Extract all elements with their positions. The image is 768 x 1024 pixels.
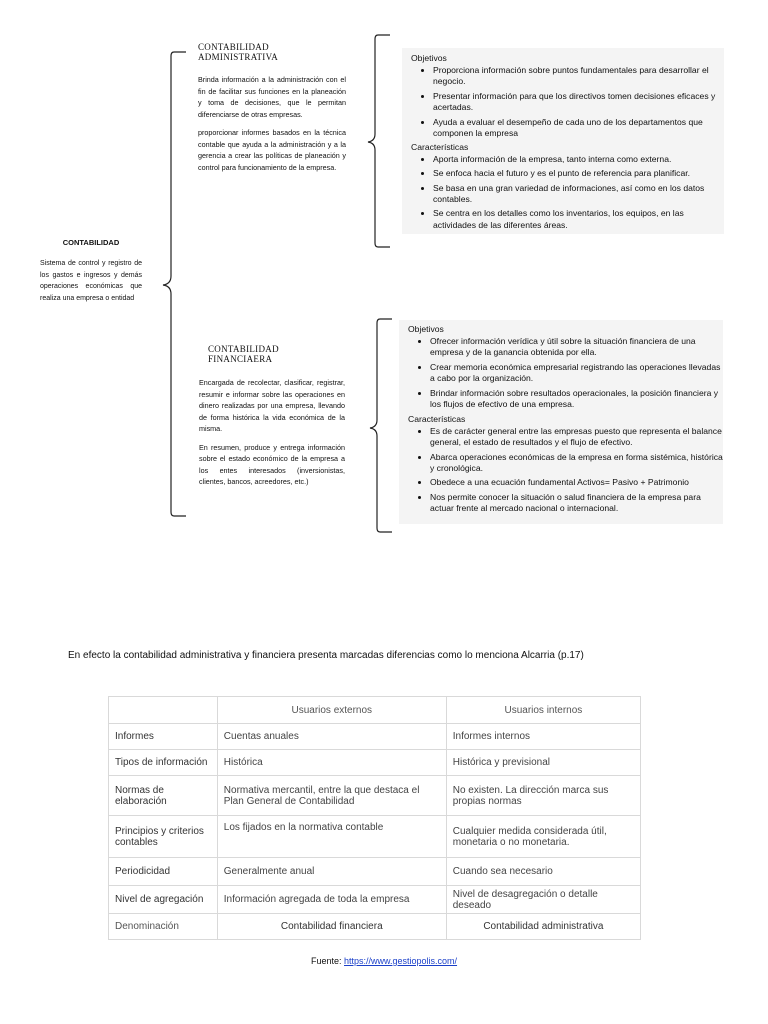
admin-brace <box>368 35 390 247</box>
table-cell: Contabilidad financiera <box>217 914 446 940</box>
table-row <box>109 816 641 858</box>
source-line <box>0 956 768 966</box>
fin-caracteristicas-list <box>408 426 723 515</box>
table-cell: Cualquier medida considerada útil, monetaria o no monetaria. <box>446 816 640 858</box>
admin-caracteristicas-label: Características <box>411 142 469 153</box>
comparison-table <box>108 696 641 940</box>
root-node <box>40 238 142 304</box>
list-item: • Obedece a una ecuación fundamental Activos= Pasivo + Patrimonio <box>430 477 723 489</box>
list-item: • Se basa en una gran variedad de informaciones, así como en los datos contables. <box>433 183 724 206</box>
admin-caracteristicas-list <box>411 154 724 232</box>
fin-paragraph-1: Encargada de recolectar, clasificar, registrar, resumir e informar sobre las operaciones en dinero realizadas por una empresa, llevando de forma histórica la vida económica de la misma. <box>199 378 345 433</box>
fin-brace <box>370 319 392 532</box>
table-cell: No existen. La dirección marca sus propias normas <box>446 776 640 816</box>
table-cell: Información agregada de toda la empresa <box>217 886 446 914</box>
table-cell: Normativa mercantil, entre la que destaca el Plan General de Contabilidad <box>217 776 446 816</box>
table-header-cell: Usuarios internos <box>446 697 640 724</box>
list-item: • Se enfoca hacia el futuro y es el punto de referencia para planificar. <box>433 168 724 180</box>
list-item: • Es de carácter general entre las empresas puesto que representa el balance general, el estado de resultados y el flujo de efectivo. <box>430 426 723 449</box>
admin-paragraph-1: Brinda información a la administración con el fin de facilitar sus funciones en la planeación y toma de decisiones, que le permitan diferenciarse de otras empresas. <box>198 75 346 119</box>
list-item: • Crear memoria económica empresarial registrando las operaciones llevadas a cabo por la organización. <box>430 362 723 385</box>
fin-title: CONTABILIDAD FINANCIAERA <box>208 344 279 364</box>
table-row-label: Nivel de agregación <box>109 886 218 914</box>
table-row <box>109 858 641 886</box>
root-title: CONTABILIDAD <box>62 238 120 247</box>
admin-box <box>198 42 346 173</box>
table-row-label: Principios y criterios contables <box>109 816 218 858</box>
admin-paragraph-2: proporcionar informes basados en la técnica contable que ayuda a la administración y a la gerencia a crear las políticas de planeación y control para funcionamiento de la empresa. <box>198 128 346 172</box>
table-cell: Contabilidad administrativa <box>446 914 640 940</box>
table-row <box>109 776 641 816</box>
table-header-row <box>109 697 641 724</box>
table-row <box>109 914 641 940</box>
list-item: • Brindar información sobre resultados operacionales, la posición financiera y los flujos de efectivo de una empresa. <box>430 388 723 411</box>
table-cell: Cuando sea necesario <box>446 858 640 886</box>
table-row <box>109 724 641 750</box>
table-cell: Cuentas anuales <box>217 724 446 750</box>
admin-objetivos-list <box>411 65 724 140</box>
admin-title: CONTABILIDAD ADMINISTRATIVA <box>198 42 279 62</box>
table-cell: Generalmente anual <box>217 858 446 886</box>
table-row-label: Informes <box>109 724 218 750</box>
list-item: • Proporciona información sobre puntos fundamentales para desarrollar el negocio. <box>433 65 724 88</box>
admin-detail-panel <box>402 48 724 234</box>
table-row-label: Normas de elaboración <box>109 776 218 816</box>
table-row-label: Tipos de información <box>109 750 218 776</box>
list-item: • Presentar información para que los directivos tomen decisiones eficaces y acertadas. <box>433 91 724 114</box>
source-label: Fuente: <box>310 956 342 966</box>
fin-objetivos-list <box>408 336 723 411</box>
list-item: • Ayuda a evaluar el desempeño de cada uno de los departamentos que componen la empresa <box>433 117 724 140</box>
table-header-cell <box>109 697 218 724</box>
root-description: Sistema de control y registro de los gastos e ingresos y demás operaciones económicas que realiza una empresa o entidad <box>40 260 142 302</box>
fin-caracteristicas-label: Características <box>408 413 466 424</box>
table-row-label: Denominación <box>109 914 218 940</box>
table-cell: Histórica y previsional <box>446 750 640 776</box>
table-cell: Histórica <box>217 750 446 776</box>
table-cell: Informes internos <box>446 724 640 750</box>
list-item: • Se centra en los detalles como los inventarios, los equipos, en las actividades de las diferentes áreas. <box>433 208 724 231</box>
list-item: • Ofrecer información verídica y útil sobre la situación financiera de una empresa y de la ganancia obtenida por ella. <box>430 336 723 359</box>
fin-paragraph-2: En resumen, produce y entrega información sobre el estado económico de la empresa a los entes interesados (inversionistas, clientes, bancos, acreedores, etc.) <box>199 442 345 486</box>
fin-objetivos-label: Objetivos <box>408 324 444 334</box>
table-row <box>109 886 641 914</box>
table-row <box>109 750 641 776</box>
fin-detail-panel <box>399 320 723 524</box>
main-brace <box>163 52 186 516</box>
intro-paragraph: En efecto la contabilidad administrativa y financiera presenta marcadas diferencias como lo menciona Alcarria (p.17) <box>68 650 584 661</box>
source-link[interactable]: https://www.gestiopolis.com/ <box>344 956 458 966</box>
table-header-cell: Usuarios externos <box>217 697 446 724</box>
table-row-label: Periodicidad <box>109 858 218 886</box>
list-item: • Abarca operaciones económicas de la empresa en forma sistémica, histórica y cronológica. <box>430 452 723 475</box>
admin-objetivos-label: Objetivos <box>411 53 447 63</box>
table-cell: Los fijados en la normativa contable <box>217 816 446 858</box>
list-item: • Nos permite conocer la situación o salud financiera de la empresa para actuar frente al mercado nacional o internacional. <box>430 492 723 515</box>
table-cell: Nivel de desagregación o detalle deseado <box>446 886 640 914</box>
fin-box <box>199 344 345 488</box>
list-item: • Aporta información de la empresa, tanto interna como externa. <box>433 154 724 166</box>
